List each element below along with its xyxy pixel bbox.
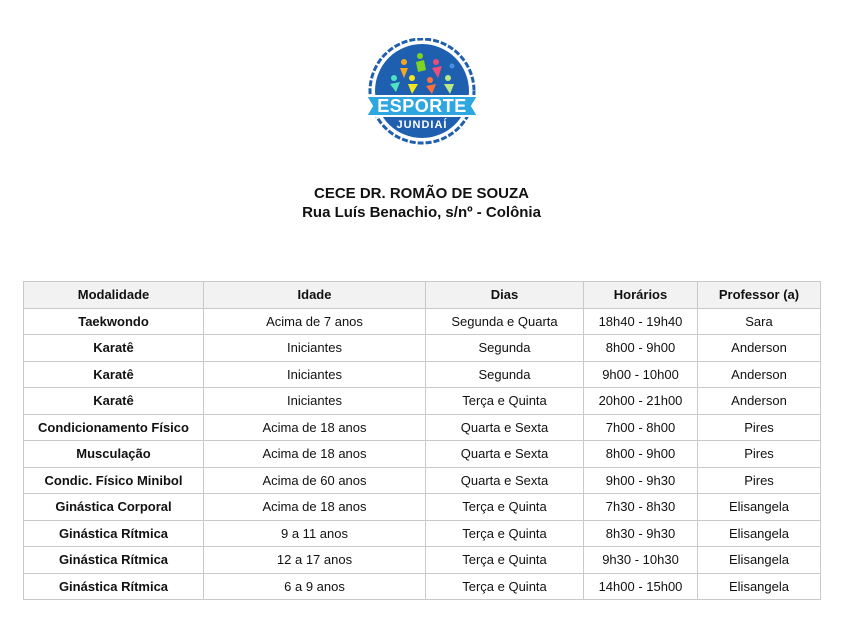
cell-idade: 12 a 17 anos [204, 547, 426, 574]
logo-ribbon [366, 96, 478, 116]
cell-idade: Acima de 60 anos [204, 467, 426, 494]
cell-horarios: 9h00 - 9h30 [584, 467, 698, 494]
cell-modalidade: Ginástica Rítmica [24, 573, 204, 600]
page-address: Rua Luís Benachio, s/nº - Colônia [302, 204, 541, 221]
column-header-dias: Dias [426, 282, 584, 309]
cell-idade: Iniciantes [204, 335, 426, 362]
table-row [24, 441, 821, 468]
cell-idade: 6 a 9 anos [204, 573, 426, 600]
cell-horarios: 7h30 - 8h30 [584, 494, 698, 521]
table-row [24, 414, 821, 441]
cell-modalidade: Condic. Físico Minibol [24, 467, 204, 494]
cell-professor: Pires [698, 414, 821, 441]
page-title: CECE DR. ROMÃO DE SOUZA [313, 185, 529, 202]
cell-professor: Anderson [698, 335, 821, 362]
esporte-jundiai-logo [364, 38, 480, 148]
table-row [24, 494, 821, 521]
cell-idade: Acima de 18 anos [204, 414, 426, 441]
cell-horarios: 20h00 - 21h00 [584, 388, 698, 415]
cell-dias: Terça e Quinta [426, 520, 584, 547]
cell-professor: Elisangela [698, 547, 821, 574]
cell-modalidade: Taekwondo [24, 308, 204, 335]
cell-dias: Quarta e Sexta [426, 441, 584, 468]
cell-modalidade: Karatê [24, 388, 204, 415]
cell-dias: Quarta e Sexta [426, 414, 584, 441]
table-row [24, 361, 821, 388]
cell-dias: Terça e Quinta [426, 494, 584, 521]
cell-horarios: 7h00 - 8h00 [584, 414, 698, 441]
cell-horarios: 8h00 - 9h00 [584, 335, 698, 362]
cell-horarios: 9h30 - 10h30 [584, 547, 698, 574]
logo-word-top: ESPORTE [377, 96, 467, 116]
cell-modalidade: Karatê [24, 335, 204, 362]
cell-dias: Terça e Quinta [426, 573, 584, 600]
schedule-table [23, 281, 821, 600]
cell-professor: Pires [698, 441, 821, 468]
cell-professor: Sara [698, 308, 821, 335]
cell-dias: Segunda [426, 335, 584, 362]
cell-dias: Segunda e Quarta [426, 308, 584, 335]
cell-idade: Acima de 18 anos [204, 494, 426, 521]
column-header-professor: Professor (a) [698, 282, 821, 309]
cell-dias: Terça e Quinta [426, 547, 584, 574]
cell-professor: Pires [698, 467, 821, 494]
column-header-modalidade: Modalidade [24, 282, 204, 309]
page-heading [0, 184, 843, 222]
cell-idade: Acima de 18 anos [204, 441, 426, 468]
cell-horarios: 8h30 - 9h30 [584, 520, 698, 547]
logo-word-bottom: JUNDIAÍ [396, 119, 448, 131]
table-header-row [24, 282, 821, 309]
cell-professor: Elisangela [698, 520, 821, 547]
table-row [24, 467, 821, 494]
table-row [24, 335, 821, 362]
cell-modalidade: Ginástica Rítmica [24, 547, 204, 574]
cell-professor: Elisangela [698, 573, 821, 600]
table-row [24, 308, 821, 335]
logo-graphic [364, 38, 480, 148]
cell-horarios: 18h40 - 19h40 [584, 308, 698, 335]
cell-dias: Terça e Quinta [426, 388, 584, 415]
column-header-horarios: Horários [584, 282, 698, 309]
cell-idade: 9 a 11 anos [204, 520, 426, 547]
table-row [24, 573, 821, 600]
cell-dias: Quarta e Sexta [426, 467, 584, 494]
cell-horarios: 9h00 - 10h00 [584, 361, 698, 388]
cell-modalidade: Ginástica Corporal [24, 494, 204, 521]
table-row [24, 520, 821, 547]
cell-modalidade: Ginástica Rítmica [24, 520, 204, 547]
table-row [24, 388, 821, 415]
cell-horarios: 14h00 - 15h00 [584, 573, 698, 600]
cell-idade: Acima de 7 anos [204, 308, 426, 335]
cell-dias: Segunda [426, 361, 584, 388]
cell-professor: Anderson [698, 361, 821, 388]
cell-professor: Anderson [698, 388, 821, 415]
cell-modalidade: Musculação [24, 441, 204, 468]
cell-modalidade: Condicionamento Físico [24, 414, 204, 441]
cell-horarios: 8h00 - 9h00 [584, 441, 698, 468]
cell-modalidade: Karatê [24, 361, 204, 388]
cell-idade: Iniciantes [204, 361, 426, 388]
table-row [24, 547, 821, 574]
cell-idade: Iniciantes [204, 388, 426, 415]
column-header-idade: Idade [204, 282, 426, 309]
cell-professor: Elisangela [698, 494, 821, 521]
